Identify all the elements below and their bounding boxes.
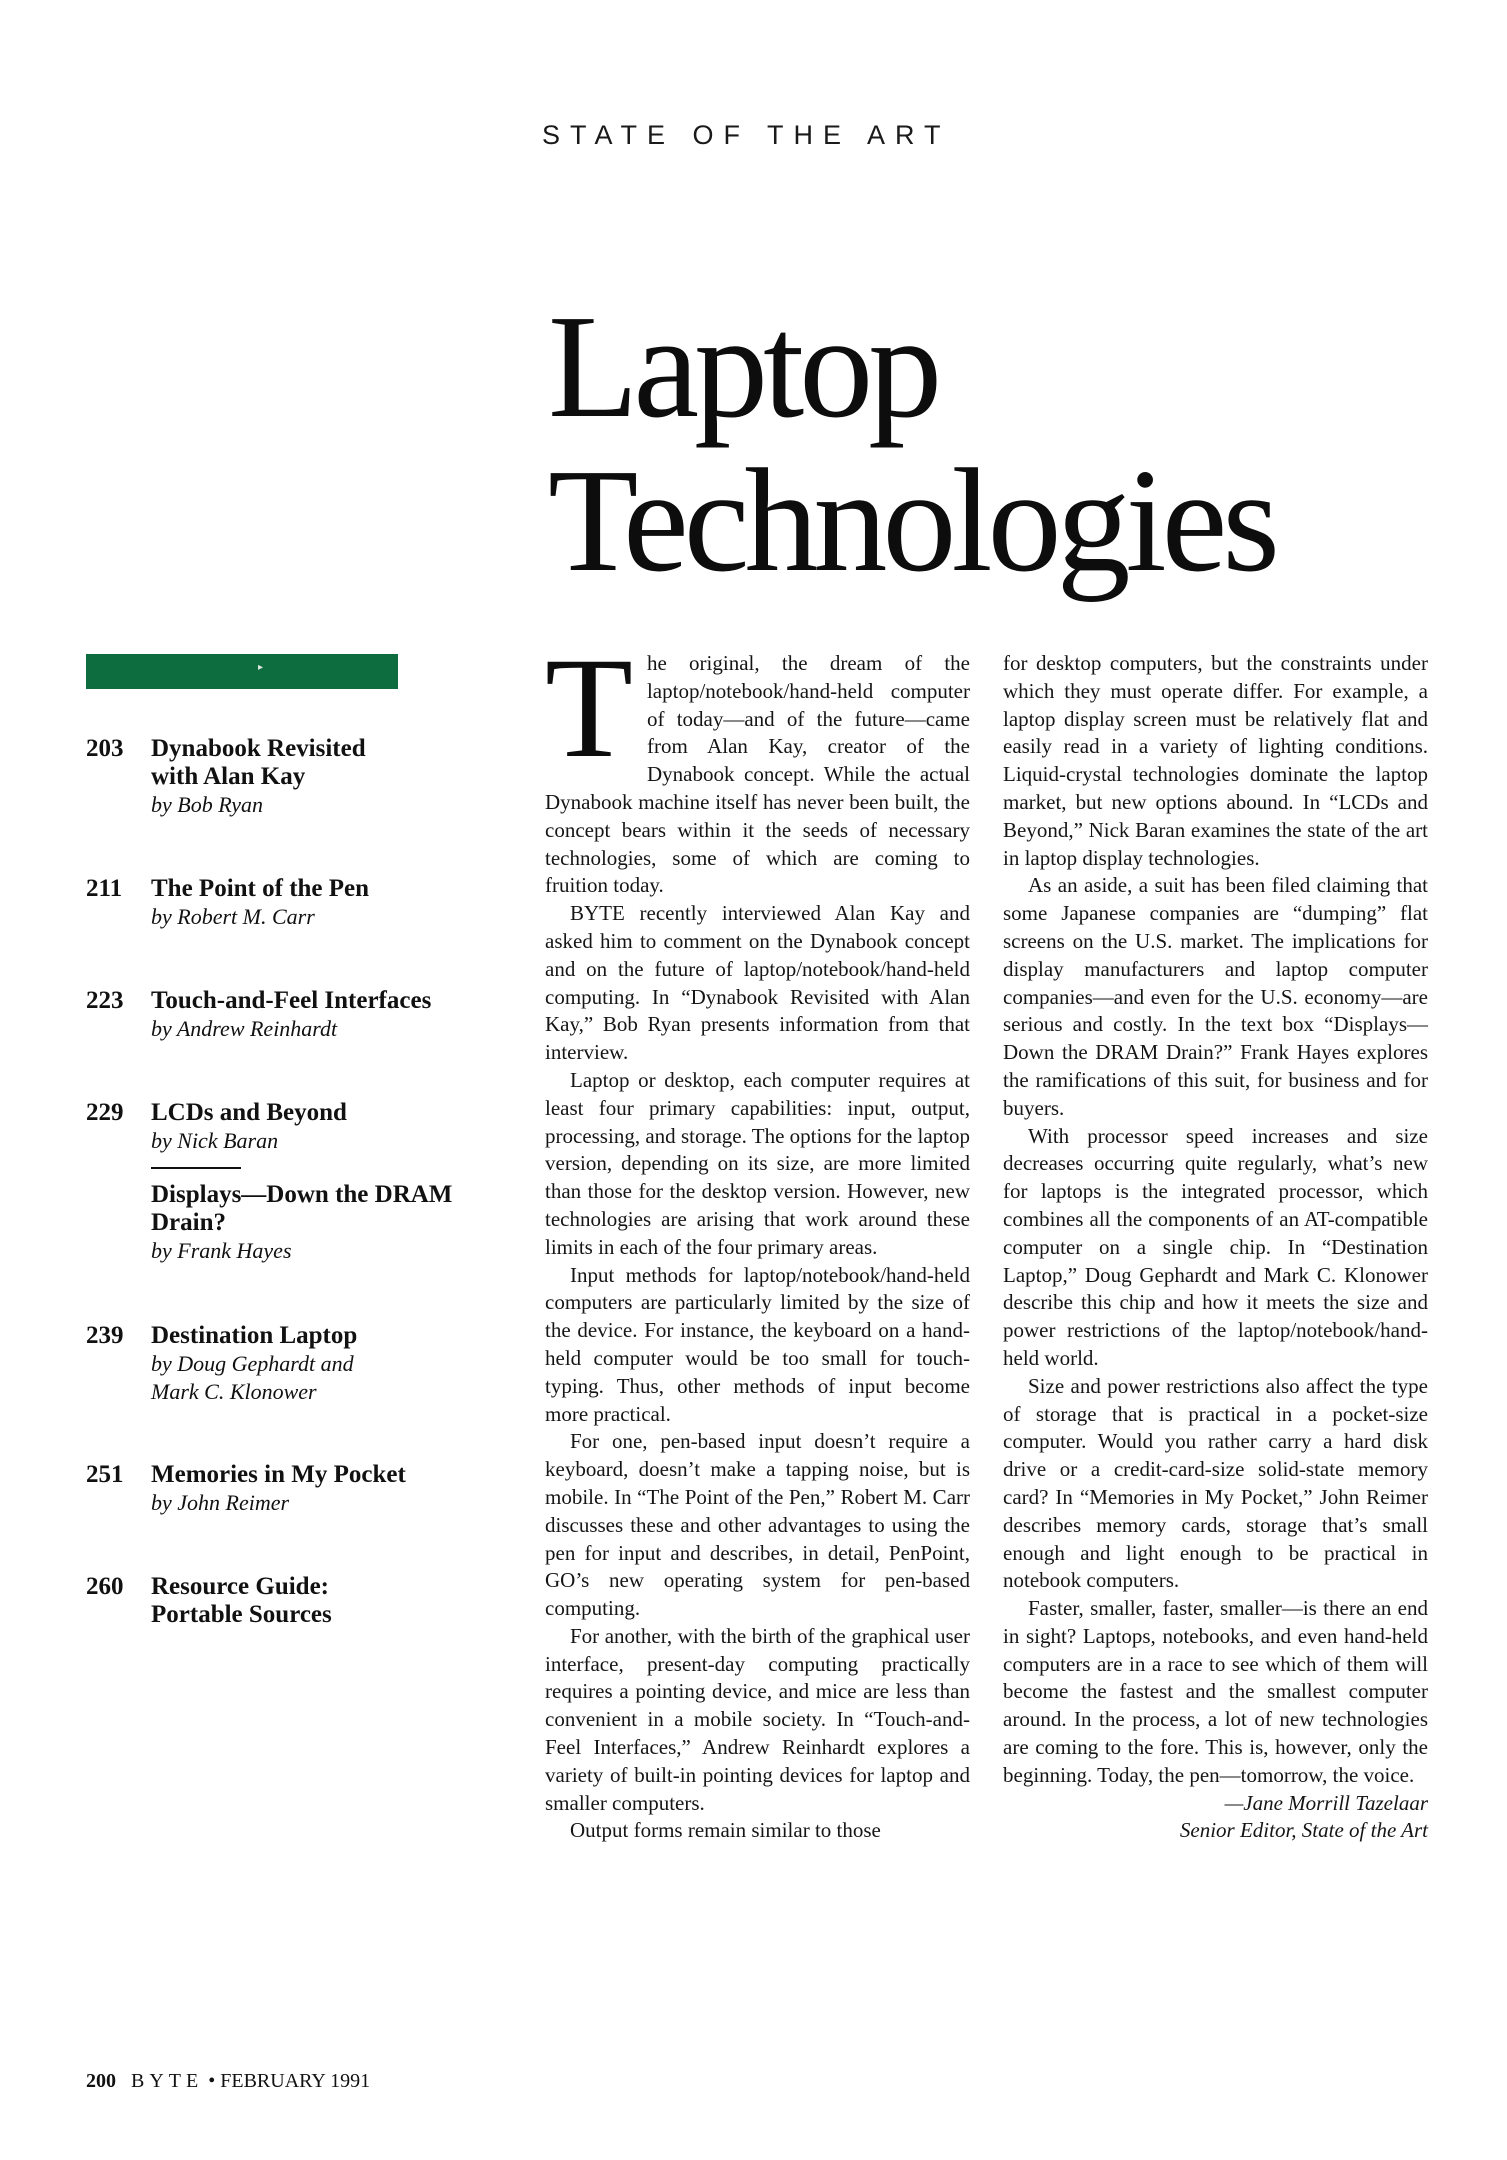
- toc-byline: by John Reimer: [151, 1490, 290, 1515]
- paragraph: Input methods for laptop/notebook/hand-held computers are particularly limited by the size of the device. For instance, the keyboard on a hand-held computer would be too small for touch-typing. Thus, other methods of input become more practical.: [545, 1262, 970, 1426]
- toc-title-line: with Alan Kay: [151, 763, 306, 790]
- toc-title-line: Destination Laptop: [151, 1322, 358, 1349]
- paragraph: For one, pen-based input doesn’t require a keyboard, doesn’t make a tapping noise, but is mobile. In “The Point of the Pen,” Robert M. Carr discusses these and other advantages to using the pen for input and describes, in detail, PenPoint, GO’s new operating system for pen-based computing.: [545, 1429, 970, 1621]
- issue-date: FEBRUARY 1991: [220, 2070, 371, 2092]
- toc-byline: by Doug Gephardt and: [151, 1351, 354, 1376]
- toc-title-line: The Point of the Pen: [151, 875, 370, 902]
- footer-separator: •: [208, 2070, 216, 2092]
- toc-page-number: 251: [86, 1461, 124, 1488]
- paragraph: As an aside, a suit has been filed claiming that some Japanese companies are “dumping” flat screens on the U.S. market. The implications for display manufacturers and laptop computer companies—and even for the U.S. economy—are serious and costly. In the text box “Displays—Down the DRAM Drain?” Frank Hayes explores the ramifications of this suit, for business and for buyers.: [1003, 873, 1428, 1120]
- toc-page-number: 211: [86, 875, 123, 902]
- paragraph: for desktop computers, but the constraints under which they must operate differ. For example, a laptop display screen must be relatively flat and easily read in a variety of lighting conditions. Liquid-crystal technologies dominate the laptop market, but new options abound. In “LCDs and Beyond,” Nick Baran examines the state of the art in laptop display technologies.: [1003, 651, 1428, 870]
- toc-sub-byline: by Frank Hayes: [151, 1238, 292, 1263]
- page-number: 200: [86, 2070, 116, 2092]
- paragraph: For another, with the birth of the graphical user interface, present-day computing practically requires a pointing device, and mice are less than convenient in a mobile society. In “Touch-and-Feel Interfaces,” Andrew Reinhardt explores a variety of built-in pointing devices for laptop and smaller computers.: [545, 1623, 970, 1815]
- toc-byline: by Nick Baran: [151, 1128, 279, 1153]
- toc-title-line: Memories in My Pocket: [151, 1461, 406, 1488]
- article-column-2: [1003, 650, 1428, 1845]
- section-color-bar: [86, 654, 398, 689]
- toc-byline: by Robert M. Carr: [151, 904, 315, 929]
- paragraph: Output forms remain similar to those: [570, 1818, 881, 1843]
- article-column-1: [545, 629, 970, 1845]
- toc-byline: by Bob Ryan: [151, 792, 264, 817]
- toc-title-line: Resource Guide:: [151, 1573, 329, 1600]
- toc-sub-title-line[interactable]: Drain?: [151, 1209, 226, 1236]
- paragraph: Laptop or desktop, each computer requires at least four primary capabilities: input, output, processing, and storage. The options for the laptop version, depending on its size, are more limited than those for the desktop version. However, new technologies are arising that work around these limits in each of the four primary areas.: [545, 1067, 970, 1259]
- paragraph: he original, the dream of the laptop/notebook/hand-held computer of today—and of the future—came from Alan Kay, creator of the Dynabook concept. While the actual Dynabook machine itself has never been built, the concept bears within it the seeds of necessary technologies, some of which are coming to fruition today.: [545, 651, 970, 898]
- toc-title-line: Touch-and-Feel Interfaces: [151, 987, 432, 1014]
- toc-title-line: Portable Sources: [151, 1601, 332, 1628]
- title-line-1: Laptop: [548, 285, 938, 449]
- bar-marker-icon: ▸: [258, 662, 264, 673]
- section-label: STATE OF THE ART: [542, 120, 951, 150]
- author-signature: —Jane Morrill Tazelaar: [1224, 1790, 1428, 1815]
- toc-page-number: 223: [86, 987, 124, 1014]
- toc-page-number: 203: [86, 735, 124, 762]
- toc-divider: [151, 1167, 241, 1169]
- title-line-2: Technologies: [548, 439, 1275, 603]
- paragraph: Faster, smaller, faster, smaller—is there an end in sight? Laptops, notebooks, and even hand-held computers are in a race to see which of them will become the fastest and the smallest computer around. In the process, a lot of new technologies are coming to the fore. This is, however, only the beginning. Today, the pen—tomorrow, the voice.: [1003, 1596, 1428, 1787]
- toc-title-line: LCDs and Beyond: [151, 1099, 347, 1126]
- toc-page-number: 239: [86, 1322, 124, 1349]
- paragraph: Size and power restrictions also affect the type of storage that is practical in a pocket-size computer. Would you rather carry a hard disk drive or a credit-card-size solid-state memory card? In “Memories in My Pocket,” John Reimer describes memory cards, storage that’s small enough and light enough to be practical in notebook computers.: [1003, 1373, 1428, 1593]
- page-footer: [86, 2070, 370, 2093]
- toc-byline: Mark C. Klonower: [151, 1379, 317, 1404]
- author-title: Senior Editor, State of the Art: [1179, 1818, 1428, 1843]
- toc-page-number: 260: [86, 1573, 124, 1600]
- magazine-name: BYTE: [131, 2070, 204, 2092]
- toc-title-line: Dynabook Revisited: [151, 735, 366, 762]
- paragraph: BYTE recently interviewed Alan Kay and asked him to comment on the Dynabook concept and on the future of laptop/notebook/hand-held computing. In “Dynabook Revisited with Alan Kay,” Bob Ryan presents information from that interview.: [545, 901, 970, 1065]
- paragraph: With processor speed increases and size decreases occurring quite regularly, what’s new for laptops is the integrated processor, which combines all the components of an AT-compatible computer on a single chip. In “Destination Laptop,” Doug Gephardt and Mark C. Klonower describe this chip and how it meets the size and power restrictions of the laptop/notebook/hand-held world.: [1003, 1123, 1428, 1370]
- toc-page-number: 229: [86, 1099, 124, 1126]
- toc-sub-title-line[interactable]: Displays—Down the DRAM: [151, 1181, 453, 1208]
- drop-cap: T: [545, 629, 633, 788]
- article-title: [548, 285, 1478, 603]
- toc-byline: by Andrew Reinhardt: [151, 1016, 338, 1041]
